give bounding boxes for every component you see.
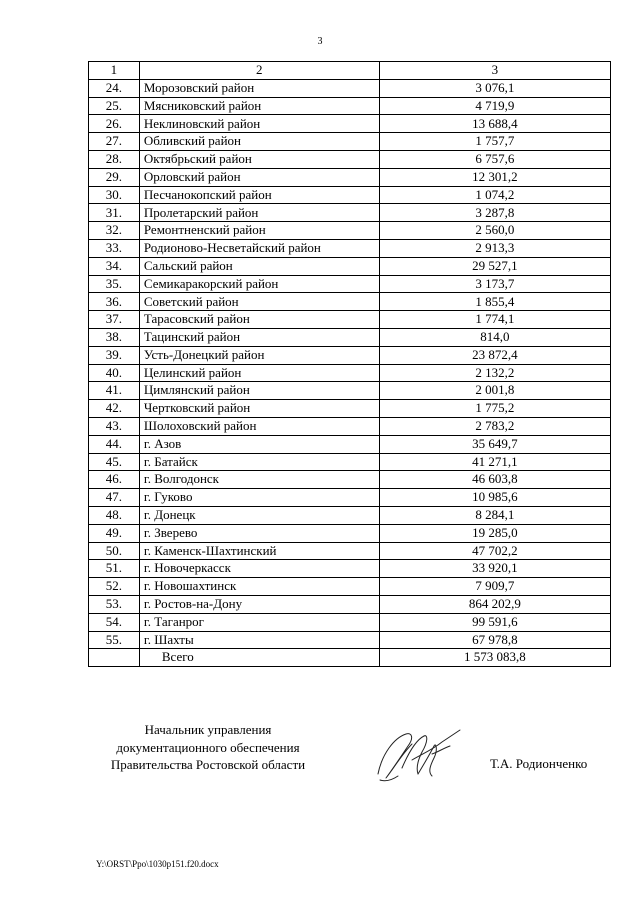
row-number: 31. [89, 204, 140, 222]
row-number: 25. [89, 97, 140, 115]
row-name: г. Новочеркасск [139, 560, 379, 578]
row-name: г. Новошахтинск [139, 578, 379, 596]
header-col-3: 3 [379, 62, 610, 80]
row-value: 814,0 [379, 328, 610, 346]
row-value: 23 872,4 [379, 346, 610, 364]
row-name: Тарасовский район [139, 311, 379, 329]
table-row [89, 595, 611, 613]
row-number: 54. [89, 613, 140, 631]
row-number: 29. [89, 168, 140, 186]
row-number: 50. [89, 542, 140, 560]
row-value: 33 920,1 [379, 560, 610, 578]
row-name: г. Азов [139, 435, 379, 453]
row-value: 2 132,2 [379, 364, 610, 382]
row-value: 10 985,6 [379, 489, 610, 507]
row-name: Шолоховский район [139, 417, 379, 435]
row-value: 3 173,7 [379, 275, 610, 293]
row-number: 47. [89, 489, 140, 507]
table-row [89, 204, 611, 222]
row-name: г. Ростов-на-Дону [139, 595, 379, 613]
table-row [89, 311, 611, 329]
table-row [89, 257, 611, 275]
row-number: 44. [89, 435, 140, 453]
table-row [89, 417, 611, 435]
row-value: 67 978,8 [379, 631, 610, 649]
table-row [89, 471, 611, 489]
row-value: 47 702,2 [379, 542, 610, 560]
row-name: Усть-Донецкий район [139, 346, 379, 364]
row-value: 1 774,1 [379, 311, 610, 329]
page-number: 3 [317, 36, 323, 47]
row-number: 35. [89, 275, 140, 293]
row-name: Мясниковский район [139, 97, 379, 115]
row-value: 99 591,6 [379, 613, 610, 631]
table-row [89, 168, 611, 186]
row-value: 6 757,6 [379, 150, 610, 168]
row-number: 52. [89, 578, 140, 596]
row-name: Обливский район [139, 133, 379, 151]
table-row [89, 328, 611, 346]
row-name: Октябрьский район [139, 150, 379, 168]
row-value: 2 913,3 [379, 239, 610, 257]
table-row [89, 631, 611, 649]
row-value: 1 775,2 [379, 400, 610, 418]
row-name: Пролетарский район [139, 204, 379, 222]
row-number: 41. [89, 382, 140, 400]
row-number: 46. [89, 471, 140, 489]
row-value: 8 284,1 [379, 506, 610, 524]
distribution-table [88, 61, 611, 667]
row-name: г. Гуково [139, 489, 379, 507]
table-row [89, 542, 611, 560]
header-col-1: 1 [89, 62, 140, 80]
position-line: Начальник управления [144, 722, 272, 737]
total-value: 1 573 083,8 [379, 649, 610, 667]
row-number: 48. [89, 506, 140, 524]
row-value: 13 688,4 [379, 115, 610, 133]
row-name: Родионово-Несветайский район [139, 239, 379, 257]
row-value: 2 783,2 [379, 417, 610, 435]
table-row [89, 97, 611, 115]
row-number: 53. [89, 595, 140, 613]
row-value: 1 074,2 [379, 186, 610, 204]
row-value: 35 649,7 [379, 435, 610, 453]
table-row [89, 560, 611, 578]
row-value: 2 001,8 [379, 382, 610, 400]
row-number: 26. [89, 115, 140, 133]
signature-position [88, 721, 328, 774]
row-number: 43. [89, 417, 140, 435]
row-value: 19 285,0 [379, 524, 610, 542]
file-path: Y:\ORST\Ppo\1030p151.f20.docx [96, 859, 219, 869]
row-name: Чертковский район [139, 400, 379, 418]
table-row [89, 346, 611, 364]
row-name: Морозовский район [139, 79, 379, 97]
table-row [89, 293, 611, 311]
row-name: Семикаракорский район [139, 275, 379, 293]
row-name: Ремонтненский район [139, 222, 379, 240]
row-number: 42. [89, 400, 140, 418]
row-name: г. Батайск [139, 453, 379, 471]
row-value: 29 527,1 [379, 257, 610, 275]
row-value: 864 202,9 [379, 595, 610, 613]
table-row [89, 222, 611, 240]
row-name: г. Таганрог [139, 613, 379, 631]
row-name: Неклиновский район [139, 115, 379, 133]
table-row [89, 115, 611, 133]
table-row [89, 364, 611, 382]
row-number: 24. [89, 79, 140, 97]
table-row [89, 275, 611, 293]
total-label: Всего [139, 649, 379, 667]
row-name: Цимлянский район [139, 382, 379, 400]
table-row [89, 133, 611, 151]
table-row [89, 150, 611, 168]
row-value: 41 271,1 [379, 453, 610, 471]
row-name: г. Зверево [139, 524, 379, 542]
table-body [89, 79, 611, 666]
header-col-2: 2 [139, 62, 379, 80]
row-number: 36. [89, 293, 140, 311]
total-row [89, 649, 611, 667]
table-row [89, 453, 611, 471]
row-value: 4 719,9 [379, 97, 610, 115]
row-name: Сальский район [139, 257, 379, 275]
table-row [89, 400, 611, 418]
table-row [89, 79, 611, 97]
row-value: 12 301,2 [379, 168, 610, 186]
table-row [89, 506, 611, 524]
row-name: г. Волгодонск [139, 471, 379, 489]
table-row [89, 613, 611, 631]
row-name: г. Донецк [139, 506, 379, 524]
row-value: 7 909,7 [379, 578, 610, 596]
table-header-row [89, 62, 611, 80]
table-row [89, 435, 611, 453]
row-number: 34. [89, 257, 140, 275]
signer-name: Т.А. Родионченко [490, 756, 588, 771]
table-row [89, 186, 611, 204]
row-number: 27. [89, 133, 140, 151]
row-number: 30. [89, 186, 140, 204]
row-name: Песчанокопский район [139, 186, 379, 204]
table-row [89, 489, 611, 507]
row-number: 39. [89, 346, 140, 364]
row-name: Тацинский район [139, 328, 379, 346]
row-number: 51. [89, 560, 140, 578]
total-number-cell [89, 649, 140, 667]
row-name: г. Каменск-Шахтинский [139, 542, 379, 560]
table-row [89, 524, 611, 542]
table-row [89, 382, 611, 400]
row-number: 40. [89, 364, 140, 382]
row-number: 28. [89, 150, 140, 168]
row-number: 37. [89, 311, 140, 329]
table-row [89, 239, 611, 257]
row-name: Советский район [139, 293, 379, 311]
row-value: 1 757,7 [379, 133, 610, 151]
row-number: 55. [89, 631, 140, 649]
row-name: Орловский район [139, 168, 379, 186]
row-value: 1 855,4 [379, 293, 610, 311]
row-value: 46 603,8 [379, 471, 610, 489]
row-number: 33. [89, 239, 140, 257]
row-value: 3 076,1 [379, 79, 610, 97]
table-row [89, 578, 611, 596]
row-number: 45. [89, 453, 140, 471]
row-name: г. Шахты [139, 631, 379, 649]
row-number: 49. [89, 524, 140, 542]
row-number: 32. [89, 222, 140, 240]
position-line: Правительства Ростовской области [110, 757, 306, 772]
row-name: Целинский район [139, 364, 379, 382]
row-number: 38. [89, 328, 140, 346]
position-line: документационного обеспечения [116, 739, 300, 755]
row-value: 3 287,8 [379, 204, 610, 222]
row-value: 2 560,0 [379, 222, 610, 240]
handwritten-signature-icon [372, 724, 464, 784]
